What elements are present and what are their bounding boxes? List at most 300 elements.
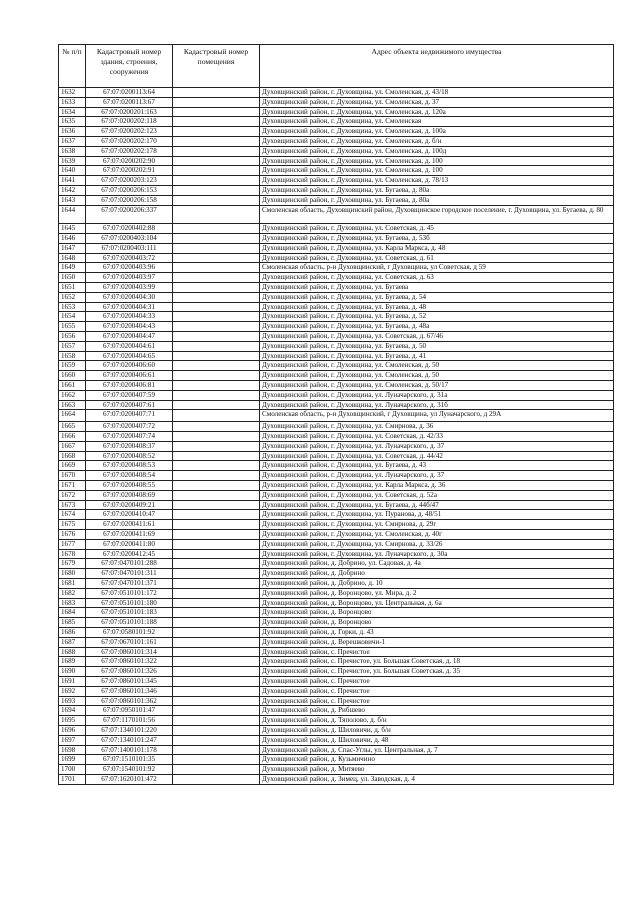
cadastral-room-cell: [173, 608, 260, 618]
address-cell: Духовщинский район, г. Духовщина, ул. Смирнова, д. 33/26: [260, 539, 614, 549]
table-row: [59, 559, 614, 569]
row-number: 1670: [59, 471, 86, 481]
table-row: [59, 696, 614, 706]
row-number: 1650: [59, 273, 86, 283]
row-number: 1651: [59, 282, 86, 292]
table-row: [59, 432, 614, 442]
table-row: [59, 677, 614, 687]
table-row: [59, 628, 614, 638]
row-number: 1672: [59, 490, 86, 500]
cadastral-building-cell: 67:07:0470101:311: [86, 569, 173, 579]
table-row: [59, 774, 614, 784]
row-number: 1689: [59, 657, 86, 667]
cadastral-room-cell: [173, 686, 260, 696]
cadastral-room-cell: [173, 441, 260, 451]
cadastral-room-cell: [173, 579, 260, 589]
cadastral-room-cell: [173, 510, 260, 520]
cadastral-building-cell: 67:07:0200408:54: [86, 471, 173, 481]
cadastral-room-cell: [173, 390, 260, 400]
cadastral-room-cell: [173, 422, 260, 432]
table-row: [59, 156, 614, 166]
cadastral-building-cell: 67:07:1620101:472: [86, 774, 173, 784]
row-number: 1638: [59, 146, 86, 156]
table-row: [59, 686, 614, 696]
header-cadastral-building: Кадастровый номер здания, строения, сооружения: [86, 45, 173, 88]
table-row: [59, 361, 614, 371]
cadastral-building-cell: 67:07:0860101:326: [86, 667, 173, 677]
cadastral-room-cell: [173, 451, 260, 461]
property-table: [58, 44, 614, 785]
cadastral-room-cell: [173, 117, 260, 127]
table-row: [59, 726, 614, 736]
cadastral-room-cell: [173, 618, 260, 628]
cadastral-room-cell: [173, 97, 260, 107]
table-row: [59, 185, 614, 195]
address-cell: Духовщинский район, д. Тяполово, д. б/н: [260, 716, 614, 726]
address-cell: Духовщинский район, г. Духовщина, ул. Смоленская, д. 40г: [260, 530, 614, 540]
cadastral-room-cell: [173, 755, 260, 765]
cadastral-room-cell: [173, 647, 260, 657]
cadastral-room-cell: [173, 716, 260, 726]
cadastral-room-cell: [173, 539, 260, 549]
table-row: [59, 195, 614, 205]
cadastral-room-cell: [173, 637, 260, 647]
cadastral-room-cell: [173, 127, 260, 137]
address-cell: Духовщинский район, г. Духовщина, ул. Советская, д. 67/46: [260, 331, 614, 341]
address-cell: Духовщинский район, г. Духовщина, ул. Смоленская, д. 50: [260, 371, 614, 381]
cadastral-building-cell: 67:07:1340101:247: [86, 735, 173, 745]
address-cell: Духовщинский район, д. Воронцово, ул. Мира, д. 2: [260, 588, 614, 598]
cadastral-room-cell: [173, 322, 260, 332]
row-number: 1680: [59, 569, 86, 579]
row-number: 1663: [59, 400, 86, 410]
cadastral-room-cell: [173, 588, 260, 598]
cadastral-building-cell: 67:07:0200408:69: [86, 490, 173, 500]
table-row: [59, 500, 614, 510]
table-row: [59, 735, 614, 745]
cadastral-building-cell: 67:07:0860101:346: [86, 686, 173, 696]
row-number: 1681: [59, 579, 86, 589]
row-number: 1632: [59, 88, 86, 98]
table-row: [59, 618, 614, 628]
address-cell: Духовщинский район, г. Духовщина, ул. Смоленская, д. 37: [260, 97, 614, 107]
cadastral-building-cell: 67:07:0200404:31: [86, 302, 173, 312]
cadastral-room-cell: [173, 735, 260, 745]
address-cell: Духовщинский район, д. Добрино, ул. Садовая, д. 4а: [260, 559, 614, 569]
address-cell: Духовщинский район, с. Пречистое: [260, 686, 614, 696]
table-row: [59, 166, 614, 176]
cadastral-room-cell: [173, 195, 260, 205]
cadastral-building-cell: 67:07:0670101:161: [86, 637, 173, 647]
address-cell: Духовщинский район, г. Духовщина, ул. Смирнова, д. 36: [260, 422, 614, 432]
table-row: [59, 441, 614, 451]
row-number: 1674: [59, 510, 86, 520]
cadastral-room-cell: [173, 253, 260, 263]
cadastral-building-cell: 67:07:0200403:96: [86, 263, 173, 273]
cadastral-room-cell: [173, 361, 260, 371]
row-number: 1667: [59, 441, 86, 451]
row-number: 1634: [59, 107, 86, 117]
row-number: 1699: [59, 755, 86, 765]
cadastral-building-cell: 67:07:0200408:52: [86, 451, 173, 461]
cadastral-building-cell: 67:07:0510101:183: [86, 608, 173, 618]
row-number: 1652: [59, 292, 86, 302]
row-number: 1644: [59, 205, 86, 224]
row-number: 1669: [59, 461, 86, 471]
cadastral-room-cell: [173, 706, 260, 716]
row-number: 1671: [59, 481, 86, 491]
address-cell: Духовщинский район, г. Духовщина, ул. Луначарского, д. 37: [260, 471, 614, 481]
row-number: 1701: [59, 774, 86, 784]
row-number: 1654: [59, 312, 86, 322]
cadastral-room-cell: [173, 765, 260, 775]
cadastral-building-cell: 67:07:0200403:72: [86, 253, 173, 263]
table-row: [59, 233, 614, 243]
table-row: [59, 107, 614, 117]
row-number: 1698: [59, 745, 86, 755]
table-row: [59, 322, 614, 332]
cadastral-building-cell: 67:07:0200202:123: [86, 127, 173, 137]
row-number: 1668: [59, 451, 86, 461]
table-row: [59, 569, 614, 579]
cadastral-room-cell: [173, 400, 260, 410]
cadastral-building-cell: 67:07:0470101:288: [86, 559, 173, 569]
cadastral-building-cell: 67:07:0200202:90: [86, 156, 173, 166]
cadastral-building-cell: 67:07:0200206:337: [86, 205, 173, 224]
cadastral-room-cell: [173, 273, 260, 283]
row-number: 1646: [59, 233, 86, 243]
address-cell: Духовщинский район, с. Пречистое: [260, 677, 614, 687]
document-page: [58, 44, 613, 785]
table-row: [59, 657, 614, 667]
address-cell: Духовщинский район, г. Духовщина, ул. Луначарского, д. 31а: [260, 390, 614, 400]
cadastral-building-cell: 67:07:0200403:99: [86, 282, 173, 292]
cadastral-building-cell: 67:07:0200202:118: [86, 117, 173, 127]
row-number: 1642: [59, 185, 86, 195]
cadastral-building-cell: 67:07:0200408:37: [86, 441, 173, 451]
cadastral-building-cell: 67:07:1400101:178: [86, 745, 173, 755]
address-cell: Духовщинский район, д. Верешковичи-1: [260, 637, 614, 647]
address-cell: Духовщинский район, г. Духовщина, ул. Карла Маркса, д. 36: [260, 481, 614, 491]
table-row: [59, 371, 614, 381]
cadastral-building-cell: 67:07:1340101:220: [86, 726, 173, 736]
cadastral-building-cell: 67:07:0200411:61: [86, 520, 173, 530]
row-number: 1641: [59, 176, 86, 186]
row-number: 1643: [59, 195, 86, 205]
table-row: [59, 176, 614, 186]
table-row: [59, 510, 614, 520]
cadastral-building-cell: 67:07:0200407:71: [86, 410, 173, 422]
table-row: [59, 765, 614, 775]
cadastral-room-cell: [173, 380, 260, 390]
address-cell: Духовщинский район, г. Духовщина, ул. Советская, д. 44/42: [260, 451, 614, 461]
address-cell: Духовщинский район, г. Духовщина, ул. Смоленская, д. 100а: [260, 127, 614, 137]
cadastral-building-cell: 67:07:1510101:35: [86, 755, 173, 765]
address-cell: Духовщинский район, д. Воронцово: [260, 608, 614, 618]
cadastral-room-cell: [173, 598, 260, 608]
cadastral-building-cell: 67:07:0200411:69: [86, 530, 173, 540]
row-number: 1647: [59, 243, 86, 253]
row-number: 1694: [59, 706, 86, 716]
row-number: 1633: [59, 97, 86, 107]
cadastral-room-cell: [173, 243, 260, 253]
address-cell: Духовщинский район, г. Духовщина, ул. Бугаева, д. 54: [260, 292, 614, 302]
row-number: 1673: [59, 500, 86, 510]
cadastral-room-cell: [173, 107, 260, 117]
cadastral-building-cell: 67:07:0510101:188: [86, 618, 173, 628]
row-number: 1690: [59, 667, 86, 677]
cadastral-building-cell: 67:07:0200203:123: [86, 176, 173, 186]
address-cell: Духовщинский район, г. Духовщина, ул. Смоленская, д. б/н: [260, 136, 614, 146]
table-row: [59, 341, 614, 351]
cadastral-room-cell: [173, 481, 260, 491]
cadastral-room-cell: [173, 176, 260, 186]
table-row: [59, 481, 614, 491]
header-cadastral-room: Кадастровый номер помещения: [173, 45, 260, 88]
address-cell: Духовщинский район, с. Пречистое, ул. Большая Советская, д. 18: [260, 657, 614, 667]
cadastral-room-cell: [173, 432, 260, 442]
address-cell: Духовщинский район, г. Духовщина, ул. Советская, д. 42/33: [260, 432, 614, 442]
row-number: 1635: [59, 117, 86, 127]
table-row: [59, 647, 614, 657]
cadastral-room-cell: [173, 156, 260, 166]
address-cell: Духовщинский район, г. Духовщина, ул. Смирнова, д. 29г: [260, 520, 614, 530]
cadastral-building-cell: 67:07:0200406:61: [86, 371, 173, 381]
table-row: [59, 351, 614, 361]
address-cell: Духовщинский район, д. Горки, д. 43: [260, 628, 614, 638]
cadastral-room-cell: [173, 263, 260, 273]
address-cell: Духовщинский район, г. Духовщина, ул. Бугаева, д. 48а: [260, 322, 614, 332]
row-number: 1684: [59, 608, 86, 618]
cadastral-room-cell: [173, 88, 260, 98]
cadastral-building-cell: 67:07:0200407:74: [86, 432, 173, 442]
table-row: [59, 598, 614, 608]
row-number: 1649: [59, 263, 86, 273]
cadastral-room-cell: [173, 166, 260, 176]
cadastral-room-cell: [173, 657, 260, 667]
address-cell: Духовщинский район, г. Духовщина, ул. Бугаева, д. 53б: [260, 233, 614, 243]
row-number: 1696: [59, 726, 86, 736]
address-cell: Смоленская область, р-н Духовщинский, г Духовщина, ул Советская, д 59: [260, 263, 614, 273]
row-number: 1648: [59, 253, 86, 263]
cadastral-building-cell: 67:07:0200404:65: [86, 351, 173, 361]
table-body: [59, 88, 614, 785]
cadastral-building-cell: 67:07:1170101:56: [86, 716, 173, 726]
table-row: [59, 224, 614, 234]
cadastral-building-cell: 67:07:0200202:170: [86, 136, 173, 146]
cadastral-room-cell: [173, 331, 260, 341]
address-cell: Духовщинский район, д. Воронцово: [260, 618, 614, 628]
row-number: 1697: [59, 735, 86, 745]
address-cell: Духовщинский район, г. Духовщина, ул. Смоленская, д. 78/13: [260, 176, 614, 186]
table-row: [59, 716, 614, 726]
cadastral-room-cell: [173, 461, 260, 471]
cadastral-room-cell: [173, 520, 260, 530]
cadastral-building-cell: 67:07:0510101:172: [86, 588, 173, 598]
row-number: 1700: [59, 765, 86, 775]
address-cell: Духовщинский район, д. Митяево: [260, 765, 614, 775]
address-cell: Духовщинский район, д. Спас-Углы, ул. Центральная, д. 7: [260, 745, 614, 755]
table-row: [59, 205, 614, 224]
row-number: 1659: [59, 361, 86, 371]
row-number: 1653: [59, 302, 86, 312]
cadastral-room-cell: [173, 569, 260, 579]
row-number: 1686: [59, 628, 86, 638]
cadastral-room-cell: [173, 136, 260, 146]
header-address: Адрес объекта недвижимого имущества: [260, 45, 614, 88]
cadastral-room-cell: [173, 410, 260, 422]
table-row: [59, 146, 614, 156]
cadastral-room-cell: [173, 351, 260, 361]
table-row: [59, 608, 614, 618]
address-cell: Духовщинский район, г. Духовщина, ул. Смоленская, д. 100: [260, 166, 614, 176]
cadastral-room-cell: [173, 667, 260, 677]
cadastral-room-cell: [173, 312, 260, 322]
table-row: [59, 745, 614, 755]
cadastral-room-cell: [173, 677, 260, 687]
address-cell: Духовщинский район, г. Духовщина, ул. Бугаева, д. 41: [260, 351, 614, 361]
row-number: 1678: [59, 549, 86, 559]
row-number: 1662: [59, 390, 86, 400]
table-row: [59, 243, 614, 253]
cadastral-room-cell: [173, 530, 260, 540]
address-cell: Духовщинский район, г. Духовщина, ул. Советская, д. 63: [260, 273, 614, 283]
cadastral-building-cell: 67:07:0200402:88: [86, 224, 173, 234]
cadastral-building-cell: 67:07:0200206:153: [86, 185, 173, 195]
address-cell: Духовщинский район, г. Духовщина, ул. Карла Маркса, д. 48: [260, 243, 614, 253]
address-cell: Духовщинский район, г. Духовщина, ул. Смоленская, д. 50/17: [260, 380, 614, 390]
cadastral-building-cell: 67:07:0200412:45: [86, 549, 173, 559]
address-cell: Духовщинский район, с. Пречистое: [260, 647, 614, 657]
address-cell: Духовщинский район, г. Духовщина, ул. Бугаева, д. 80а: [260, 195, 614, 205]
cadastral-room-cell: [173, 146, 260, 156]
table-row: [59, 461, 614, 471]
address-cell: Духовщинский район, г. Духовщина, ул. Смоленская, д. 120а: [260, 107, 614, 117]
address-cell: Духовщинский район, г. Духовщина, ул. Бугаева, д. 52: [260, 312, 614, 322]
cadastral-room-cell: [173, 302, 260, 312]
address-cell: Духовщинский район, д. Кузьмичино: [260, 755, 614, 765]
cadastral-room-cell: [173, 292, 260, 302]
cadastral-room-cell: [173, 205, 260, 224]
address-cell: Духовщинский район, г. Духовщина, ул. Смоленская, д. 50: [260, 361, 614, 371]
cadastral-building-cell: 67:07:0200404:47: [86, 331, 173, 341]
cadastral-room-cell: [173, 341, 260, 351]
cadastral-room-cell: [173, 500, 260, 510]
table-row: [59, 451, 614, 461]
row-number: 1640: [59, 166, 86, 176]
row-number: 1664: [59, 410, 86, 422]
table-row: [59, 97, 614, 107]
cadastral-building-cell: 67:07:0200113:64: [86, 88, 173, 98]
cadastral-building-cell: 67:07:0950101:47: [86, 706, 173, 716]
table-row: [59, 263, 614, 273]
cadastral-building-cell: 67:07:0200113:67: [86, 97, 173, 107]
address-cell: Духовщинский район, д. Добрино: [260, 569, 614, 579]
address-cell: Духовщинский район, д. Шиловичи, д. 48: [260, 735, 614, 745]
cadastral-room-cell: [173, 696, 260, 706]
row-number: 1683: [59, 598, 86, 608]
address-cell: Духовщинский район, г. Духовщина, ул. Советская, д. 52а: [260, 490, 614, 500]
address-cell: Духовщинский район, г. Духовщина, ул. Бугаева, д. 50: [260, 341, 614, 351]
table-row: [59, 136, 614, 146]
row-number: 1685: [59, 618, 86, 628]
table-row: [59, 520, 614, 530]
address-cell: Духовщинский район, г. Духовщина, ул. Советская, д. 45: [260, 224, 614, 234]
address-cell: Духовщинский район, г. Духовщина, ул. Бугаева, д. 44б/47: [260, 500, 614, 510]
table-row: [59, 588, 614, 598]
address-cell: Духовщинский район, г. Духовщина, ул. Луначарского, д. 30а: [260, 549, 614, 559]
cadastral-room-cell: [173, 233, 260, 243]
row-number: 1660: [59, 371, 86, 381]
table-row: [59, 331, 614, 341]
row-number: 1687: [59, 637, 86, 647]
cadastral-room-cell: [173, 471, 260, 481]
address-cell: Духовщинский район, г. Духовщина, ул. Смоленская, д. 100: [260, 156, 614, 166]
table-row: [59, 471, 614, 481]
cadastral-building-cell: 67:07:0200201:163: [86, 107, 173, 117]
address-cell: Духовщинский район, г. Духовщина, ул. Луначарского, д. 31б: [260, 400, 614, 410]
table-row: [59, 490, 614, 500]
cadastral-building-cell: 67:07:0200407:61: [86, 400, 173, 410]
cadastral-room-cell: [173, 745, 260, 755]
table-row: [59, 380, 614, 390]
cadastral-building-cell: 67:07:0200206:158: [86, 195, 173, 205]
row-number: 1658: [59, 351, 86, 361]
table-row: [59, 410, 614, 422]
row-number: 1645: [59, 224, 86, 234]
address-cell: Духовщинский район, д. Зимец, ул. Заводская, д. 4: [260, 774, 614, 784]
address-cell: Духовщинский район, г. Духовщина, ул. Смоленская, д. 100д: [260, 146, 614, 156]
cadastral-building-cell: 67:07:0200408:55: [86, 481, 173, 491]
address-cell: Духовщинский район, д. Добрино, д. 10: [260, 579, 614, 589]
row-number: 1639: [59, 156, 86, 166]
cadastral-room-cell: [173, 774, 260, 784]
table-row: [59, 755, 614, 765]
address-cell: Духовщинский район, г. Духовщина, ул. Луначарского, д. 37: [260, 441, 614, 451]
address-cell: Духовщинский район, г. Духовщина, ул. Советская, д. 61: [260, 253, 614, 263]
table-row: [59, 117, 614, 127]
cadastral-building-cell: 67:07:0200403:104: [86, 233, 173, 243]
table-row: [59, 253, 614, 263]
address-cell: Духовщинский район, с. Пречистое, ул. Большая Советская, д. 35: [260, 667, 614, 677]
address-cell: Духовщинский район, г. Духовщина, ул. Бугаева, д. 48: [260, 302, 614, 312]
row-number: 1636: [59, 127, 86, 137]
address-cell: Духовщинский район, с. Пречистое: [260, 696, 614, 706]
table-row: [59, 312, 614, 322]
row-number: 1691: [59, 677, 86, 687]
table-row: [59, 282, 614, 292]
table-row: [59, 302, 614, 312]
address-cell: Духовщинский район, г. Духовщина, ул. Бугаева: [260, 282, 614, 292]
row-number: 1666: [59, 432, 86, 442]
cadastral-building-cell: 67:07:0200407:72: [86, 422, 173, 432]
row-number: 1692: [59, 686, 86, 696]
cadastral-building-cell: 67:07:0470101:371: [86, 579, 173, 589]
cadastral-building-cell: 67:07:0510101:180: [86, 598, 173, 608]
cadastral-building-cell: 67:07:0860101:345: [86, 677, 173, 687]
row-number: 1695: [59, 716, 86, 726]
cadastral-building-cell: 67:07:0200403:97: [86, 273, 173, 283]
cadastral-room-cell: [173, 185, 260, 195]
cadastral-building-cell: 67:07:0200404:33: [86, 312, 173, 322]
cadastral-building-cell: 67:07:0200404:30: [86, 292, 173, 302]
cadastral-building-cell: 67:07:0860101:322: [86, 657, 173, 667]
cadastral-building-cell: 67:07:0860101:362: [86, 696, 173, 706]
table-row: [59, 273, 614, 283]
address-cell: Духовщинский район, д. Рибшево: [260, 706, 614, 716]
cadastral-room-cell: [173, 490, 260, 500]
table-row: [59, 422, 614, 432]
